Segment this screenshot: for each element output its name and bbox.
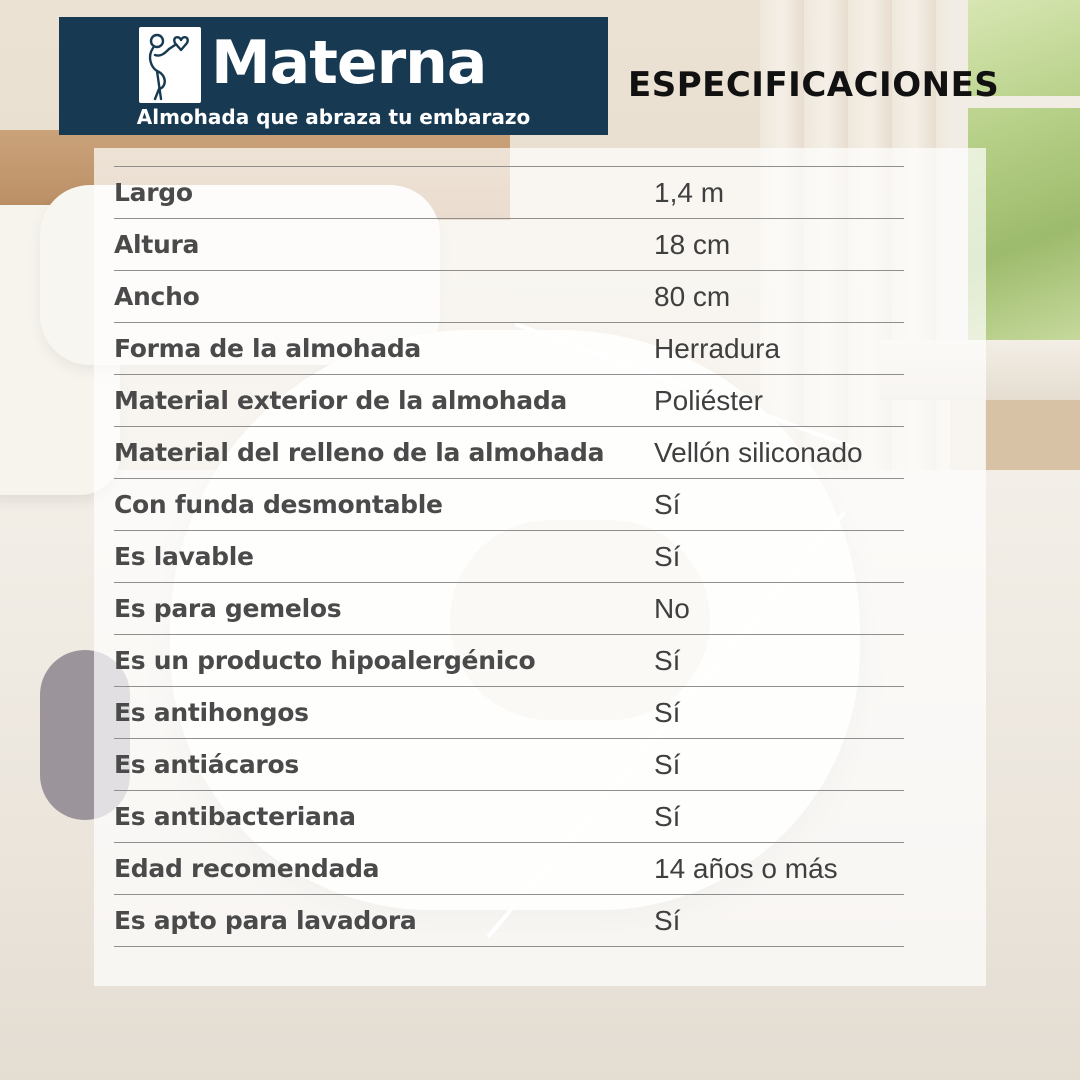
spec-value: Vellón siliconado	[654, 436, 863, 468]
spec-row	[114, 583, 904, 635]
spec-value: 14 años o más	[654, 852, 838, 884]
spec-label: Ancho	[114, 282, 200, 311]
spec-row	[114, 375, 904, 427]
spec-label: Es antiácaros	[114, 750, 299, 779]
spec-value: Sí	[654, 696, 681, 728]
spec-value: Sí	[654, 800, 681, 832]
brand-banner	[59, 17, 608, 135]
page-title: ESPECIFICACIONES	[628, 65, 1000, 105]
spec-label: Con funda desmontable	[114, 490, 443, 519]
spec-label: Es para gemelos	[114, 594, 342, 623]
spec-value: Sí	[654, 644, 681, 676]
spec-row	[114, 895, 904, 947]
brand-name: Materna	[211, 28, 487, 98]
spec-row	[114, 531, 904, 583]
spec-label: Material del relleno de la almohada	[114, 438, 605, 467]
spec-label: Es un producto hipoalergénico	[114, 646, 536, 675]
spec-value: Sí	[654, 904, 681, 936]
spec-row	[114, 167, 904, 219]
spec-label: Altura	[114, 230, 200, 259]
spec-label: Edad recomendada	[114, 854, 380, 883]
spec-label: Es apto para lavadora	[114, 906, 417, 935]
spec-value: No	[654, 592, 690, 624]
spec-row	[114, 843, 904, 895]
spec-value: Herradura	[654, 332, 781, 364]
spec-value: Sí	[654, 748, 681, 780]
spec-label: Es antibacteriana	[114, 802, 356, 831]
brand-tagline: Almohada que abraza tu embarazo	[136, 105, 531, 129]
spec-label: Es lavable	[114, 542, 254, 571]
spec-label: Largo	[114, 178, 193, 207]
spec-row	[114, 271, 904, 323]
spec-row	[114, 219, 904, 271]
spec-row	[114, 739, 904, 791]
spec-value: 1,4 m	[654, 176, 725, 208]
spec-value: 80 cm	[654, 280, 731, 312]
spec-value: Poliéster	[654, 384, 763, 416]
spec-row	[114, 479, 904, 531]
spec-label: Forma de la almohada	[114, 334, 421, 363]
spec-row	[114, 427, 904, 479]
spec-row	[114, 323, 904, 375]
spec-label: Material exterior de la almohada	[114, 386, 567, 415]
spec-value: Sí	[654, 540, 681, 572]
spec-row	[114, 687, 904, 739]
spec-row	[114, 635, 904, 687]
spec-value: Sí	[654, 488, 681, 520]
pregnant-woman-heart-icon	[139, 27, 201, 103]
spec-row	[114, 791, 904, 843]
spec-table	[114, 166, 904, 947]
spec-label: Es antihongos	[114, 698, 309, 727]
spec-value: 18 cm	[654, 228, 731, 260]
